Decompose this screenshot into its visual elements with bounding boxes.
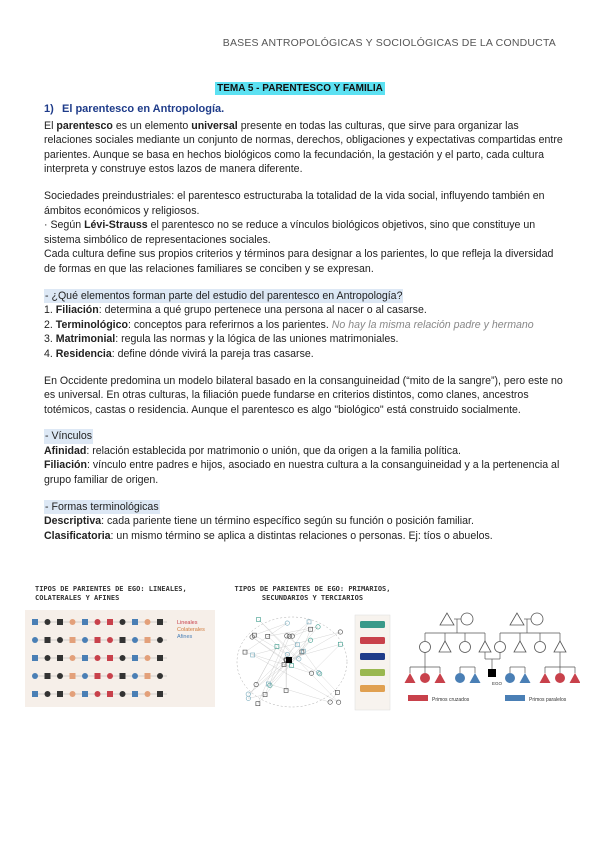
kin-female-symbol — [95, 655, 101, 661]
descriptiva-text: : cada pariente tiene un término específico según su función o posición familiar. — [101, 515, 474, 528]
occidente-paragraph: En Occidente predomina un modelo bilateral basado en la consanguineidad (“mito de la sangre”), pero este no es universal. En otras culturas, la filiación puede fundarse en criterios distintos, como clanes, ancestros totémicos, castas o residencia. Aunque el parentesco es algo "biológico" está construido socialmente. — [44, 374, 563, 416]
item-term: Matrimonial — [55, 333, 116, 346]
kin-link — [256, 645, 297, 685]
parent-triangle — [479, 641, 491, 652]
levi-strauss-paragraph — [44, 218, 564, 247]
legend-label: Primos paralelos — [529, 697, 567, 703]
kin-male-symbol — [132, 691, 138, 697]
formas-heading: - Formas terminológicas — [45, 500, 159, 513]
cousin-triangle — [540, 673, 551, 683]
kinship-diagram-primos — [400, 585, 580, 713]
spacer — [44, 488, 564, 500]
kin-female-symbol — [120, 655, 126, 661]
kin-link — [259, 620, 299, 659]
cousin-circle — [455, 673, 465, 683]
kin-link — [248, 647, 277, 699]
kin-female-symbol — [132, 673, 138, 679]
item-number: 3. — [44, 333, 56, 346]
term-afinidad: Afinidad — [44, 444, 87, 457]
kin-male-symbol — [45, 673, 51, 679]
kin-link — [286, 644, 340, 659]
cousin-circle — [505, 673, 515, 683]
bullet-text: · Según — [44, 219, 85, 232]
kin-male-symbol — [157, 655, 163, 661]
kin-link — [303, 651, 319, 674]
section-title: El parentesco en Antropología. — [62, 103, 225, 115]
figure-primos — [400, 585, 580, 715]
kin-male-symbol — [120, 673, 126, 679]
kin-link — [248, 695, 265, 699]
figure-title-line: TIPOS DE PARIENTES DE EGO: PRIMARIOS, — [234, 585, 391, 593]
kin-male-symbol — [70, 673, 76, 679]
clasificatoria-line — [44, 529, 564, 544]
legend-swatch-red — [408, 695, 428, 701]
item-number: 1. — [44, 304, 56, 317]
kin-male-symbol — [95, 637, 101, 643]
legend-button — [360, 621, 385, 628]
kin-link — [254, 623, 287, 635]
figure-lineales — [25, 585, 215, 710]
kin-male-symbol — [145, 637, 151, 643]
kin-link — [311, 644, 340, 673]
kin-male-symbol — [132, 655, 138, 661]
cousin-circle — [555, 673, 565, 683]
ego-symbol — [488, 669, 496, 677]
kin-male-symbol — [82, 691, 88, 697]
term-universal: universal — [191, 119, 238, 132]
kin-link — [284, 632, 340, 665]
kin-link — [292, 629, 310, 636]
kin-female-symbol — [145, 691, 151, 697]
item-number: 4. — [44, 347, 56, 360]
filiacion-line — [44, 458, 564, 487]
kin-female-symbol — [157, 673, 163, 679]
kin-female-symbol — [45, 655, 51, 661]
spacer — [44, 177, 564, 189]
elements-heading-line — [44, 289, 564, 304]
kin-link — [268, 627, 318, 636]
kin-male-symbol — [157, 691, 163, 697]
item-text: : determina a qué grupo pertenece una persona al nacer o al casarse. — [98, 304, 427, 317]
kin-link — [330, 692, 337, 702]
kin-female-symbol — [32, 637, 38, 643]
kin-female-symbol — [82, 673, 88, 679]
figure-title-line: SECUNDARIOS Y TERCIARIOS — [261, 594, 364, 602]
spacer — [44, 277, 564, 289]
clasificatoria-text: : un mismo término se aplica a distintas relaciones o personas. Ej: tíos o abuelos. — [110, 529, 493, 542]
kin-male-symbol — [132, 619, 138, 625]
term-filiacion: Filiación — [44, 459, 87, 472]
legend-label: Primos cruzados — [432, 697, 470, 703]
cousin-circle — [420, 673, 430, 683]
vinculos-heading: - Vínculos — [45, 430, 93, 443]
kin-female-symbol — [120, 619, 126, 625]
item-term: Terminológico — [55, 318, 128, 331]
cousin-triangle — [435, 673, 446, 683]
page-title: TEMA 5 - PARENTESCO Y FAMILIA — [217, 83, 383, 94]
kin-female-symbol — [57, 673, 63, 679]
elements-heading: - ¿Qué elementos forman parte del estudio del parentesco en Antropología? — [45, 289, 403, 302]
kin-female-symbol — [107, 673, 113, 679]
term-clasificatoria: Clasificatoria — [44, 529, 111, 542]
kin-female-symbol — [145, 619, 151, 625]
legend-button — [360, 637, 385, 644]
kin-female-symbol — [328, 700, 332, 704]
kin-link — [258, 636, 287, 704]
legend-swatch-blue — [505, 695, 525, 701]
culture-paragraph: Cada cultura define sus propios criterios y términos para designar a los parientes, lo que refleja la diversidad de formas en que las relaciones familiares se conciben y se expresan. — [44, 248, 554, 275]
kin-female-symbol — [145, 655, 151, 661]
element-item — [44, 332, 564, 347]
running-header: BASES ANTROPOLÓGICAS Y SOCIOLÓGICAS DE LA CONDUCTA — [222, 37, 556, 49]
ancestor-triangle — [510, 613, 524, 625]
kin-female-symbol — [336, 700, 340, 704]
kin-female-symbol — [107, 637, 113, 643]
intro-text: El — [44, 119, 57, 132]
spacer — [44, 417, 564, 429]
legend-label: Lineales — [177, 620, 198, 626]
kin-male-symbol — [32, 619, 38, 625]
kin-male-symbol — [82, 655, 88, 661]
parent-circle — [460, 642, 471, 653]
cousin-triangle — [520, 673, 531, 683]
kin-male-symbol — [32, 691, 38, 697]
element-item — [44, 303, 564, 318]
item-number: 2. — [44, 318, 56, 331]
kin-male-symbol — [57, 691, 63, 697]
kin-female-symbol — [287, 634, 291, 638]
intro-text: es un elemento — [112, 119, 192, 132]
parent-triangle — [514, 641, 526, 652]
levi-strauss-text: el parentesco no se reduce a vínculos biológicos objetivos, sino que constituye un sistema simbólico de representaciones sociales. — [44, 219, 536, 246]
kin-male-symbol — [107, 691, 113, 697]
kin-link — [252, 637, 291, 666]
legend-button — [360, 669, 385, 676]
element-item — [44, 347, 564, 362]
figure-title-line: TIPOS DE PARIENTES DE EGO: LINEALES, — [35, 585, 187, 593]
intro-paragraph — [44, 119, 564, 177]
kin-link — [248, 652, 302, 694]
figures-row — [25, 585, 580, 715]
cousin-triangle — [570, 673, 581, 683]
kin-male-symbol — [82, 619, 88, 625]
cousin-triangle — [470, 673, 481, 683]
kin-female-symbol — [82, 637, 88, 643]
ancestor-triangle — [440, 613, 454, 625]
elements-list — [44, 303, 564, 361]
figure-title — [230, 585, 395, 603]
kin-female-symbol — [45, 691, 51, 697]
item-text: : conceptos para referirnos a los parientes. — [127, 318, 332, 331]
descriptiva-line — [44, 514, 564, 529]
afinidad-line — [44, 444, 564, 459]
kinship-diagram-primarios — [230, 607, 395, 715]
term-parentesco: parentesco — [56, 119, 113, 132]
legend-button — [360, 653, 385, 660]
kin-male-symbol — [107, 619, 113, 625]
kinship-diagram-lineales — [25, 610, 215, 710]
kin-female-symbol — [70, 655, 76, 661]
kin-female-symbol — [297, 657, 301, 661]
parent-circle — [535, 642, 546, 653]
title-wrapper — [0, 78, 600, 96]
kin-female-symbol — [95, 619, 101, 625]
figure-title-line: COLATERALES Y AFINES — [35, 594, 120, 602]
cousin-triangle — [405, 673, 416, 683]
kin-male-symbol — [95, 673, 101, 679]
item-term: Filiación — [55, 304, 99, 317]
kin-male-symbol — [145, 673, 151, 679]
kin-male-symbol — [57, 655, 63, 661]
kin-female-symbol — [70, 619, 76, 625]
kin-link — [253, 655, 339, 702]
kin-male-symbol — [45, 637, 51, 643]
kin-female-symbol — [57, 637, 63, 643]
legend-label: Colaterales — [177, 627, 205, 633]
kin-female-symbol — [120, 691, 126, 697]
kin-female-symbol — [32, 673, 38, 679]
element-item — [44, 318, 564, 333]
term-levi-strauss: Lévi-Strauss — [84, 219, 148, 232]
kin-male-symbol — [107, 655, 113, 661]
parent-triangle — [554, 641, 566, 652]
kin-female-symbol — [95, 691, 101, 697]
content — [44, 102, 564, 543]
kin-female-symbol — [45, 619, 51, 625]
formas-heading-line — [44, 500, 564, 515]
kin-male-symbol — [309, 627, 313, 631]
kin-male-symbol — [275, 645, 279, 649]
figure-title — [25, 585, 215, 603]
preindustrial-paragraph: Sociedades preindustriales: el parentesco estructuraba la totalidad de la vida social, influyendo también en ámbitos económicos y religiosos. — [44, 189, 545, 217]
kin-link — [268, 684, 330, 702]
ancestor-circle — [531, 613, 543, 625]
spacer — [44, 362, 564, 374]
kin-male-symbol — [307, 620, 311, 624]
afinidad-text: : relación establecida por matrimonio o unión, que da origen a la familia política. — [86, 444, 461, 457]
kin-female-symbol — [316, 625, 320, 629]
figure-primarios — [230, 585, 395, 715]
item-term: Residencia — [55, 347, 112, 360]
section-number: 1) — [44, 103, 54, 115]
ancestor-circle — [461, 613, 473, 625]
kin-male-symbol — [120, 637, 126, 643]
parent-circle — [495, 642, 506, 653]
kin-male-symbol — [57, 619, 63, 625]
vinculos-heading-line — [44, 429, 564, 444]
parent-triangle — [439, 641, 451, 652]
kin-male-symbol — [157, 619, 163, 625]
kin-male-symbol — [32, 655, 38, 661]
legend-button — [360, 685, 385, 692]
kin-female-symbol — [246, 692, 250, 696]
kin-male-symbol — [70, 637, 76, 643]
legend-panel — [355, 615, 390, 710]
kin-female-symbol — [246, 696, 250, 700]
intro-text: presente en todas las culturas, que sirve para organizar las relaciones sociales mediante un conjunto de normas, derechos, obligaciones y expectativas compartidas entre parientes. Aunque se basa en hechos biológicos como la fecundación, la gestación y el parto, cada cultura interpreta y construye estos lazos de manera diferente. — [44, 119, 563, 176]
item-text: : regula las normas y la lógica de las uniones matrimoniales. — [115, 333, 399, 346]
ego-label: EGO — [492, 681, 503, 686]
kin-female-symbol — [157, 637, 163, 643]
kin-female-symbol — [70, 691, 76, 697]
filiacion-text: : vínculo entre padres e hijos, asociado en nuestra cultura a la consanguineidad y a la pertenencia al grupo familiar de origen. — [44, 459, 560, 487]
legend-label: Afines — [177, 634, 193, 640]
item-text: : define dónde vivirá la pareja tras casarse. — [111, 347, 314, 360]
item-note: No hay la misma relación padre y hermano — [331, 318, 534, 331]
ego-symbol — [286, 657, 292, 663]
term-descriptiva: Descriptiva — [44, 515, 102, 528]
section-heading — [44, 102, 564, 117]
kin-female-symbol — [132, 637, 138, 643]
parent-circle — [420, 642, 431, 653]
